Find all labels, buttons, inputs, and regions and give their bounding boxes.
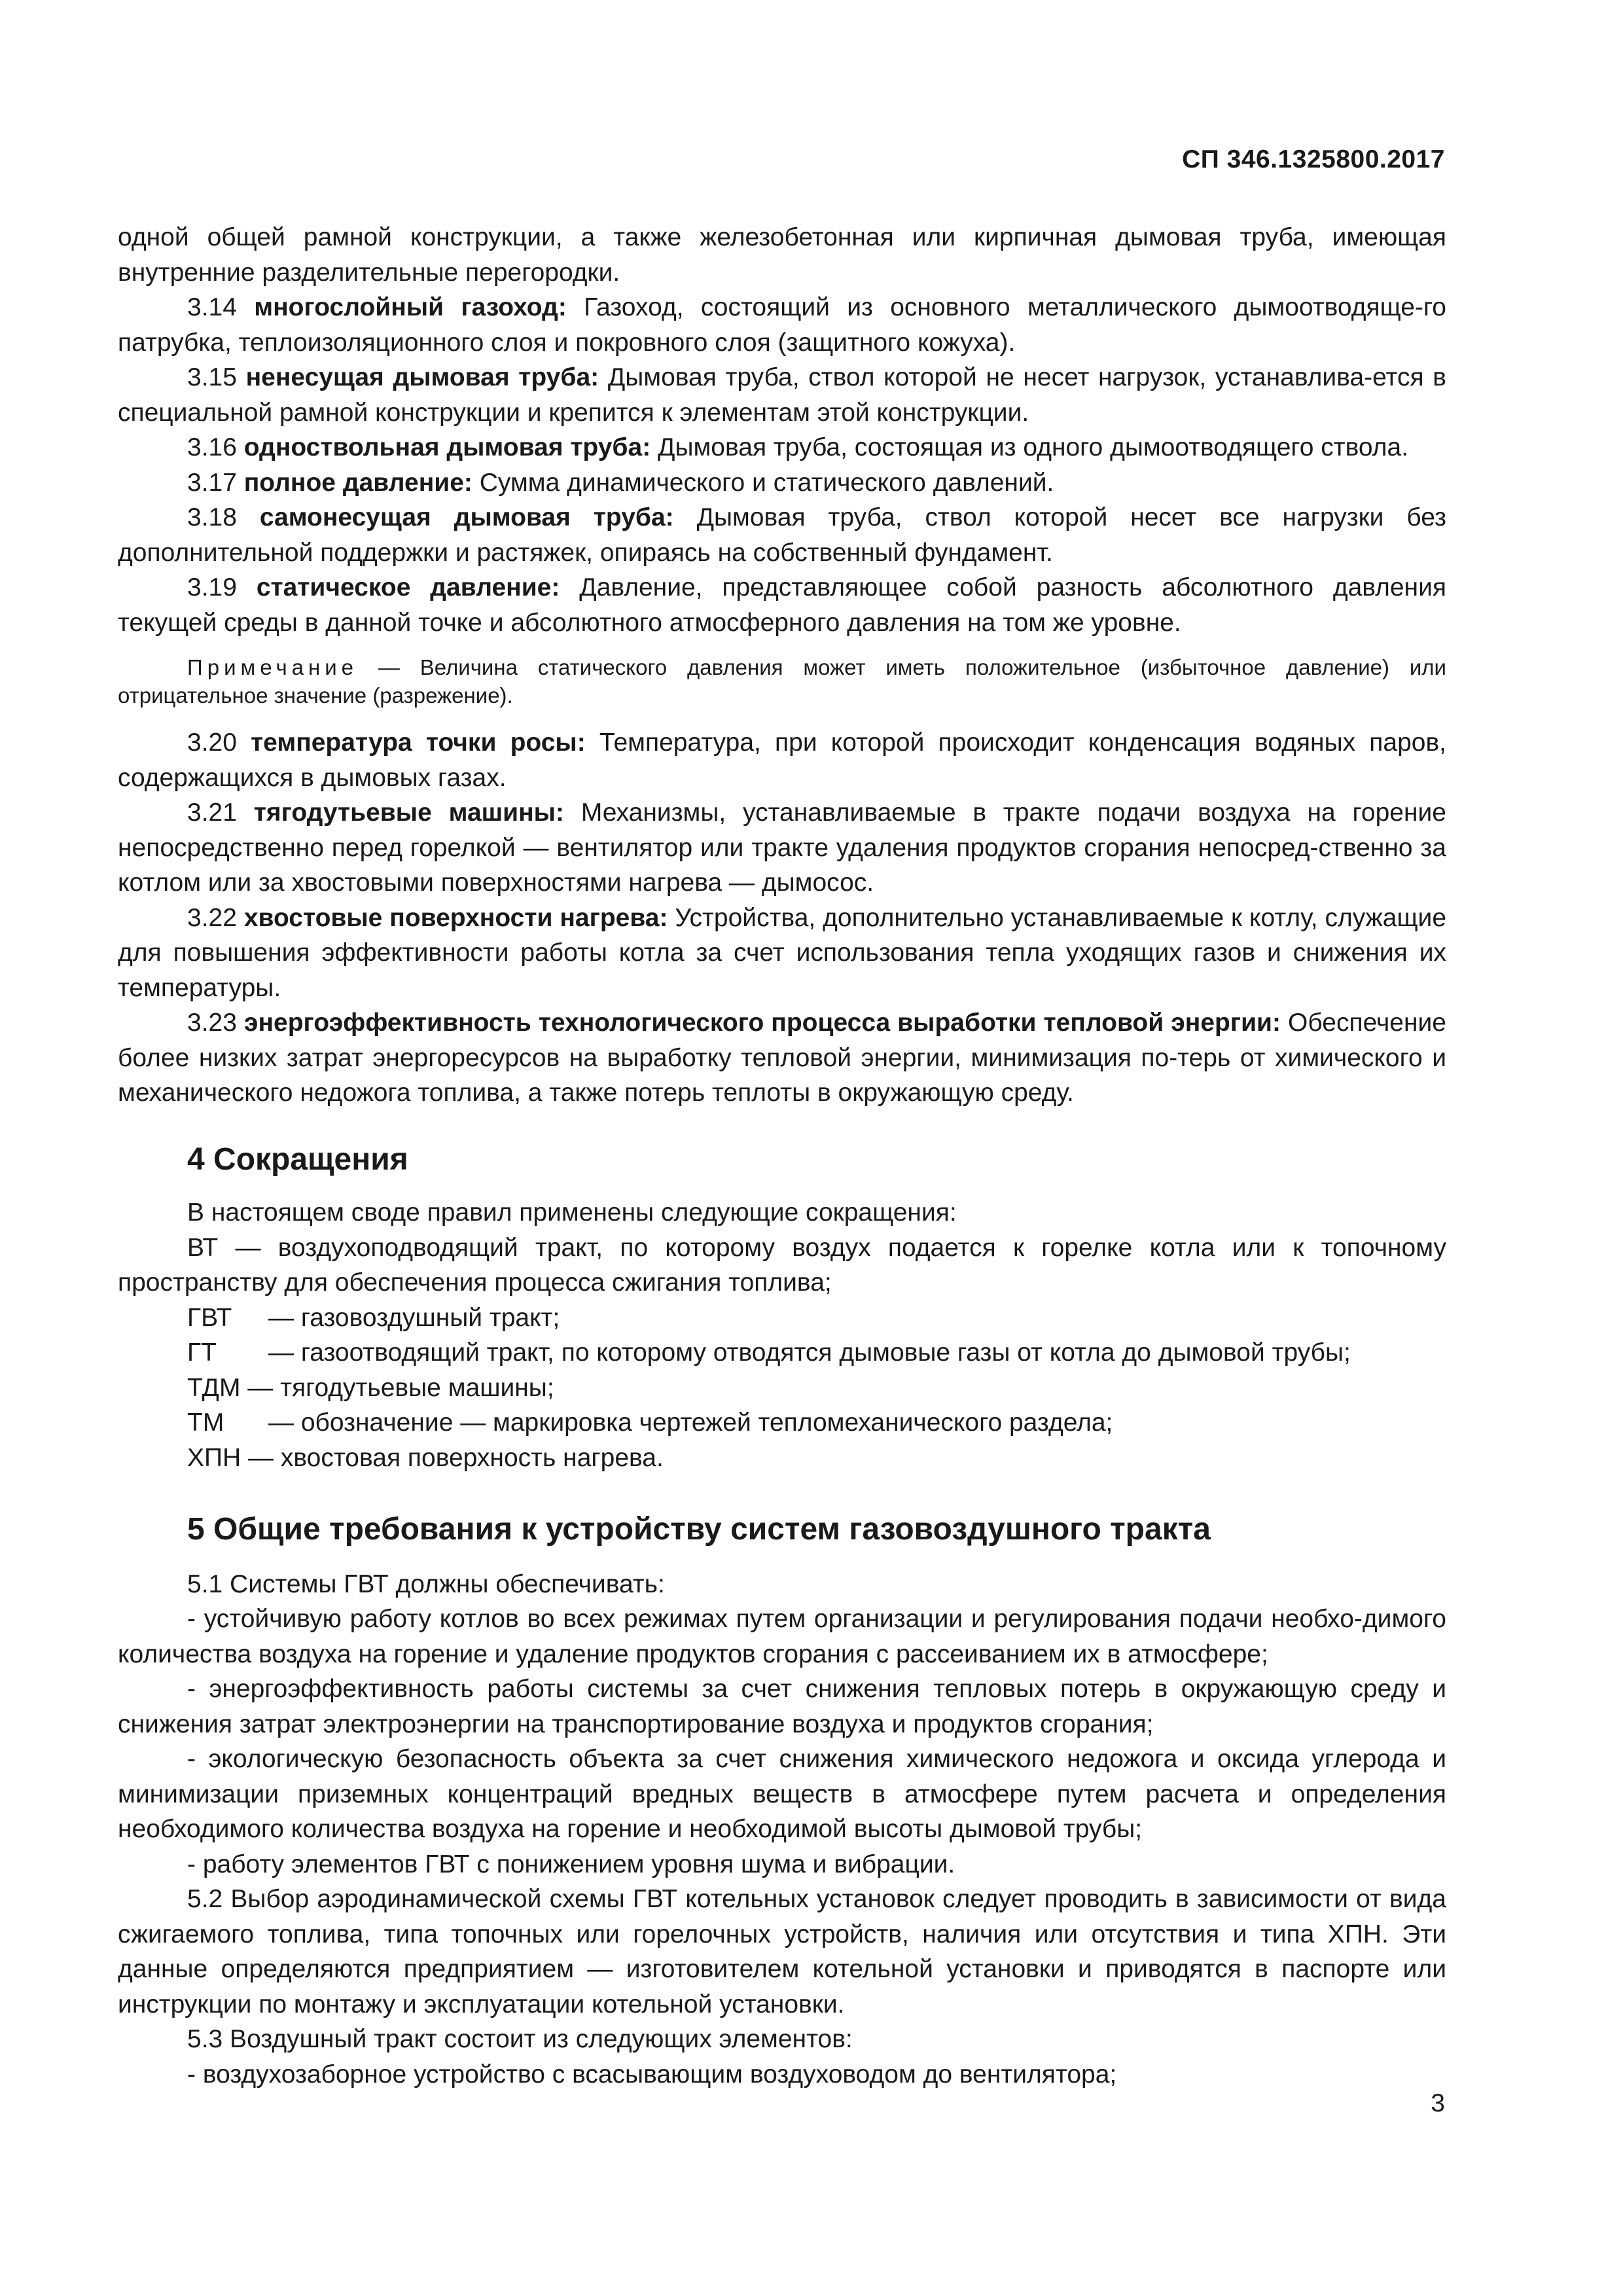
definition-term: самонесущая дымовая труба: [259,503,674,531]
definition-3-14 [118,290,1446,360]
definition-text: Газоход, состоящий из основного металлического дымоотводяще-го патрубка, теплоизоляционного слоя и покровного слоя (защитного кожуха). [118,293,1446,357]
definition-3-16 [118,430,1446,465]
definition-term: статическое давление: [256,573,560,601]
definition-3-19 [118,570,1446,640]
continuation-paragraph [118,220,1446,290]
page-number: 3 [1431,2089,1445,2117]
definition-term: тягодутьевые машины: [253,798,564,827]
abbreviation-vt: ВТ — воздухоподводящий тракт, по которому воздух подается к горелке котла или к топочному пространству для обеспечения процесса сжигания топлива; [118,1233,1446,1297]
definition-text: Дымовая труба, ствол которой несет все нагрузки без дополнительной поддержки и растяжек, опираясь на собственный фундамент. [118,503,1446,567]
section-4-heading: 4 Сокращения [187,1141,408,1177]
definition-3-21 [118,795,1446,901]
abbreviation-item [118,1405,1446,1441]
section-5-paragraph: 5.3 Воздушный тракт состоит из следующих элементов: [187,2025,853,2053]
definition-number: 3.15 [187,363,237,391]
definition-term: температура точки росы: [251,728,586,757]
definition-text: Обеспечение более низких затрат энергоресурсов на выработку тепловой энергии, минимизация по-терь от химического и механического недожога топлива, а также потерь теплоты в окружающую среду. [118,1009,1446,1107]
definition-number: 3.21 [187,798,237,827]
note-label: Примечание [187,655,359,679]
definition-number: 3.23 [187,1009,237,1037]
definition-term: хвостовые поверхности нагрева: [243,903,668,932]
definition-text: Температура, при которой происходит конденсация водяных паров, содержащихся в дымовых газах. [118,728,1447,792]
definition-number: 3.16 [187,433,237,461]
definition-text: Устройства, дополнительно устанавливаемые к котлу, служащие для повышения эффективности работы котла за счет использования тепла уходящих газов и снижения их температуры. [118,903,1447,1002]
section-4-intro: В настоящем своде правил применены следующие сокращения: [187,1198,957,1227]
definition-number: 3.14 [187,293,237,321]
abbreviation-item [118,1300,1446,1336]
definition-term: энергоэффективность технологического процесса выработки тепловой энергии: [243,1009,1281,1037]
definition-number: 3.18 [187,503,237,531]
section-5-heading: 5 Общие требования к устройству систем газовоздушного тракта [187,1512,1211,1547]
abbreviation-text: — хвостовая поверхность нагрева. [241,1443,664,1472]
section-5-list-item: - энергоэффективность работы системы за счет снижения тепловых потерь в окружающую среду и снижения затрат электроэнергии на транспортирование воздуха и продуктов сгорания; [118,1675,1446,1738]
abbreviation-item [118,1371,1446,1406]
note-text: — Величина статического давления может иметь положительное (избыточное давление) или отрицательное значение (разрежение). [118,655,1446,708]
paragraph-text: одной общей рамной конструкции, а также железобетонная или кирпичная дымовая труба, имеющая внутренние разделительные перегородки. [118,223,1446,287]
section-5-paragraph: 5.2 Выбор аэродинамической схемы ГВТ котельных установок следует проводить в зависимости от вида сжигаемого топлива, типа топочных или горелочных устройств, наличия или отсутствия и типа ХПН. Эти данные определяются предприятием — изготовителем котельной установки и приводятся в паспорте или инструкции по монтажу и эксплуатации котельной установки. [118,1885,1446,2018]
section-5-list-item: - работу элементов ГВТ с понижением уровня шума и вибрации. [187,1850,955,1878]
definition-text: Давление, представляющее собой разность абсолютного давления текущей среды в данной точке и абсолютного атмосферного давления на том же уровне. [118,573,1446,637]
abbreviation-key: ТДМ [187,1373,241,1402]
section-5-paragraph: 5.1 Системы ГВТ должны обеспечивать: [187,1570,665,1598]
section-5-list-item: - устойчивую работу котлов во всех режимах путем организации и регулирования подачи необхо-димого количества воздуха на горение и удаление продуктов сгорания с рассеиванием их в атмосфере; [118,1605,1446,1668]
definition-3-18 [118,500,1446,570]
definition-text: Сумма динамического и статического давлений. [472,468,1054,497]
abbreviation-item [118,1335,1446,1371]
definition-text: Дымовая труба, ствол которой не несет нагрузок, устанавлива-ется в специальной рамной конструкции и крепится к элементам этой конструкции. [118,363,1446,427]
definition-term: полное давление: [243,468,473,497]
definition-text: Механизмы, устанавливаемые в тракте подачи воздуха на горение непосредственно перед горелкой — вентилятор или тракте удаления продуктов сгорания непосред-ственно за котлом или за хвостовыми поверхностями нагрева — дымосос. [118,798,1446,897]
note [118,653,1446,709]
definition-number: 3.19 [187,573,237,601]
definition-number: 3.17 [187,468,237,497]
abbreviation-key: ТМ [187,1408,224,1437]
abbreviation-key: ГТ [187,1338,217,1367]
abbreviation-text: — тягодутьевые машины; [240,1373,554,1402]
definition-3-17 [118,465,1446,501]
definition-term: ненесущая дымовая труба: [245,363,599,391]
abbreviation-item [118,1441,1446,1476]
definition-number: 3.20 [187,728,237,757]
definition-3-23 [118,1005,1446,1111]
definition-term: одноствольная дымовая труба: [243,433,651,461]
abbreviation-text: — газовоздушный тракт; [268,1303,560,1332]
section-5-list-item: - экологическую безопасность объекта за счет снижения химического недожога и оксида углерода и минимизации приземных концентраций вредных веществ в атмосфере путем расчета и определения необходимого количества воздуха на горение и необходимой высоты дымовой трубы; [118,1745,1446,1843]
abbreviation-key: ХПН [187,1443,241,1472]
section-5-list-item: - воздухозаборное устройство с всасывающим воздуховодом до вентилятора; [187,2060,1117,2089]
abbreviation-text: — обозначение — маркировка чертежей тепломеханического раздела; [268,1408,1113,1437]
definition-3-22 [118,901,1446,1006]
document-body [118,220,1446,2092]
definition-text: Дымовая труба, состоящая из одного дымоотводящего ствола. [651,433,1409,461]
abbreviation-key: ГВТ [187,1303,232,1332]
document-code: СП 346.1325800.2017 [1182,145,1445,173]
definition-number: 3.22 [187,903,237,932]
definition-3-20 [118,725,1446,795]
abbreviation-text: — газоотводящий тракт, по которому отводятся дымовые газы от котла до дымовой трубы; [268,1338,1351,1367]
definition-term: многослойный газоход: [254,293,567,321]
definition-3-15 [118,360,1446,430]
